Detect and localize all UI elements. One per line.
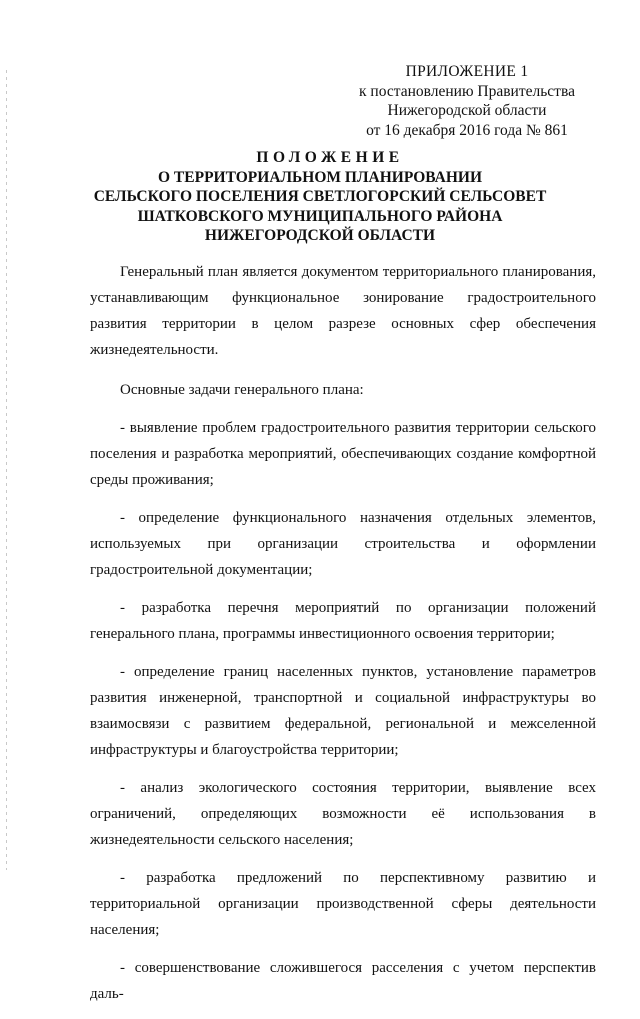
- list-item-task: - совершенствование сложившегося расселения с учетом перспектив даль-: [90, 960, 596, 1002]
- title-line-2: О ТЕРРИТОРИАЛЬНОМ ПЛАНИРОВАНИИ: [158, 168, 482, 186]
- appendix-line-2: Нижегородской области: [387, 102, 547, 119]
- title-line-1: ПОЛОЖЕНИЕ: [256, 149, 404, 166]
- paragraph-tasks-heading: Основные задачи генерального плана:: [120, 382, 364, 398]
- list-item-task: - определение границ населенных пунктов, установление параметров развития инженерной, транспортной и социальной инфраструктуры во взаимосвязи с развитием федеральной, региональной и межселенной инфраструктуры и благоустройства территории;: [90, 664, 596, 758]
- title-line-5: НИЖЕГОРОДСКОЙ ОБЛАСТИ: [204, 227, 436, 244]
- appendix-header: [330, 62, 604, 140]
- document-body: [90, 259, 596, 1019]
- appendix-label: ПРИЛОЖЕНИЕ 1: [405, 63, 529, 80]
- document-title: [40, 148, 600, 246]
- scan-edge-line: [6, 70, 7, 870]
- title-line-3: СЕЛЬСКОГО ПОСЕЛЕНИЯ СВЕТЛОГОРСКИЙ СЕЛЬСОВЕТ: [93, 188, 547, 205]
- appendix-line-1: к постановлению Правительства: [359, 82, 575, 100]
- appendix-line-3: от 16 декабря 2016 года № 861: [366, 121, 568, 139]
- list-item-task: - разработка перечня мероприятий по организации положений генерального плана, программы инвестиционного освоения территории;: [90, 600, 596, 642]
- list-item-task: - определение функционального назначения отдельных элементов, используемых при организации строительства и оформлении градостроительной документации;: [90, 510, 596, 578]
- list-item-task: - анализ экологического состояния территории, выявление всех ограничений, определяющих возможности её использования в жизнедеятельности сельского населения;: [90, 780, 596, 848]
- paragraph-intro: Генеральный план является документом территориального планирования, устанавливающим функциональное зонирование градостроительного развития территории в целом разрезе основных сфер обеспечения жизнедеятельности.: [90, 264, 596, 358]
- list-item-task: - выявление проблем градостроительного развития территории сельского поселения и разработка мероприятий, обеспечивающих создание комфортной среды проживания;: [90, 420, 596, 488]
- title-line-4: ШАТКОВСКОГО МУНИЦИПАЛЬНОГО РАЙОНА: [137, 207, 503, 225]
- list-item-task: - разработка предложений по перспективному развитию и территориальной организации производственной сферы деятельности населения;: [90, 870, 596, 938]
